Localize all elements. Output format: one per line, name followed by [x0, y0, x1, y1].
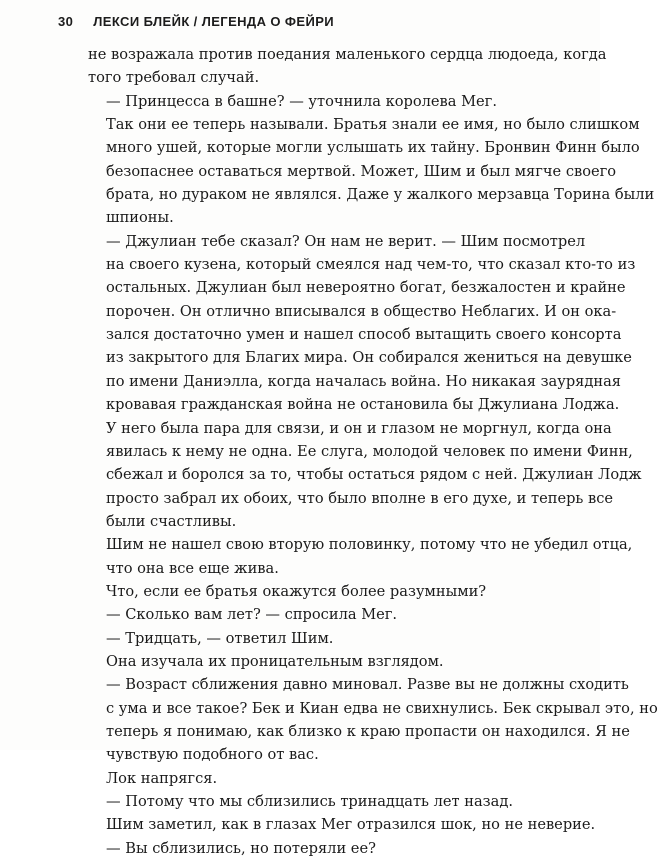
paragraph — [88, 673, 658, 766]
paragraph — [88, 790, 513, 813]
paragraph — [88, 580, 510, 603]
text-line: Шим не нашел свою вторую половинку, потому что не убедил отца, — [106, 536, 633, 554]
text-line: — Тридцать, — ответил Шим. — [106, 629, 334, 647]
text-line: безопаснее оставаться мертвой. Может, Шим и был мягче своего — [106, 162, 617, 180]
paragraph — [88, 603, 510, 626]
text-line: того требовал случай. — [88, 69, 260, 87]
text-line: кровавая гражданская война не остановила бы Джулиана Лоджа. — [106, 396, 620, 414]
text-line: — Принцесса в башне? — уточнила королева Мег. — [106, 92, 497, 110]
text-line: порочен. Он отлично вписывался в общество Неблагих. И он ока- — [106, 302, 617, 320]
text-line: — Сколько вам лет? — спросила Мег. — [106, 606, 398, 624]
text-line: брата, но дураком не являлся. Даже у жалкого мерзавца Торина были — [106, 186, 655, 204]
text-line: Лок напрягся. — [106, 769, 218, 787]
text-line: — Джулиан тебе сказал? Он нам не верит. — Шим посмотрел — [106, 232, 586, 250]
text-line: Так они ее теперь называли. Братья знали ее имя, но было слишком — [106, 116, 640, 134]
paragraph — [88, 627, 510, 650]
paragraph — [88, 533, 633, 580]
text-line: сбежал и боролся за то, чтобы остаться рядом с ней. Джулиан Лодж — [106, 466, 642, 484]
text-line: из закрытого для Благих мира. Он собирался жениться на девушке — [106, 349, 632, 367]
paragraph — [88, 90, 510, 113]
text-line: просто забрал их обоих, что было вполне в его духе, и теперь все — [106, 489, 614, 507]
text-line: — Вы сблизились, но потеряли ее? — [106, 839, 376, 857]
text-line: не возражала против поедания маленького сердца людоеда, когда — [88, 46, 607, 63]
page-number: 30 — [58, 14, 74, 29]
text-line: были счастливы. — [106, 512, 237, 530]
text-line: Что, если ее братья окажутся более разумными? — [106, 582, 487, 600]
text-line: У него была пара для связи, и он и глазом не моргнул, когда она — [106, 419, 612, 437]
text-line: — Возраст сближения давно миновал. Разве вы не должны сходить — [106, 676, 629, 694]
text-line: теперь я понимаю, как близко к краю пропасти он находился. Я не — [106, 722, 630, 740]
text-line: на своего кузена, который смеялся над чем-то, что сказал кто-то из — [106, 256, 636, 274]
paragraph — [88, 650, 510, 673]
paragraph — [88, 230, 642, 533]
body-text — [88, 43, 658, 860]
text-line: — Потому что мы сблизились тринадцать лет назад. — [106, 793, 513, 810]
text-line: по имени Даниэлла, когда началась война. Но никакая заурядная — [106, 372, 621, 390]
text-line: много ушей, которые могли услышать их тайну. Бронвин Финн было — [106, 139, 640, 157]
paragraph — [88, 113, 655, 230]
text-line: чувствую подобного от вас. — [106, 746, 319, 764]
text-line: что она все еще жива. — [106, 559, 279, 577]
text-line: Шим заметил, как в глазах Мег отразился шок, но не неверие. — [106, 816, 596, 834]
running-head — [58, 14, 560, 34]
paragraph — [88, 813, 596, 836]
text-line: остальных. Джулиан был невероятно богат, безжалостен и крайне — [106, 279, 626, 297]
text-line: с ума и все такое? Бек и Киан едва не свихнулись. Бек скрывал это, но — [106, 699, 658, 717]
text-line: явилась к нему не одна. Ее слуга, молодой человек по имени Финн, — [106, 442, 633, 460]
text-line: зался достаточно умен и нашел способ вытащить своего консорта — [106, 326, 622, 344]
text-line: Она изучала их проницательным взглядом. — [106, 652, 444, 670]
paragraph — [88, 43, 607, 90]
running-head-title: ЛЕКСИ БЛЕЙК / ЛЕГЕНДА О ФЕЙРИ — [93, 14, 335, 29]
paragraph — [88, 837, 510, 860]
paragraph — [88, 767, 510, 790]
text-line: шпионы. — [106, 209, 174, 227]
